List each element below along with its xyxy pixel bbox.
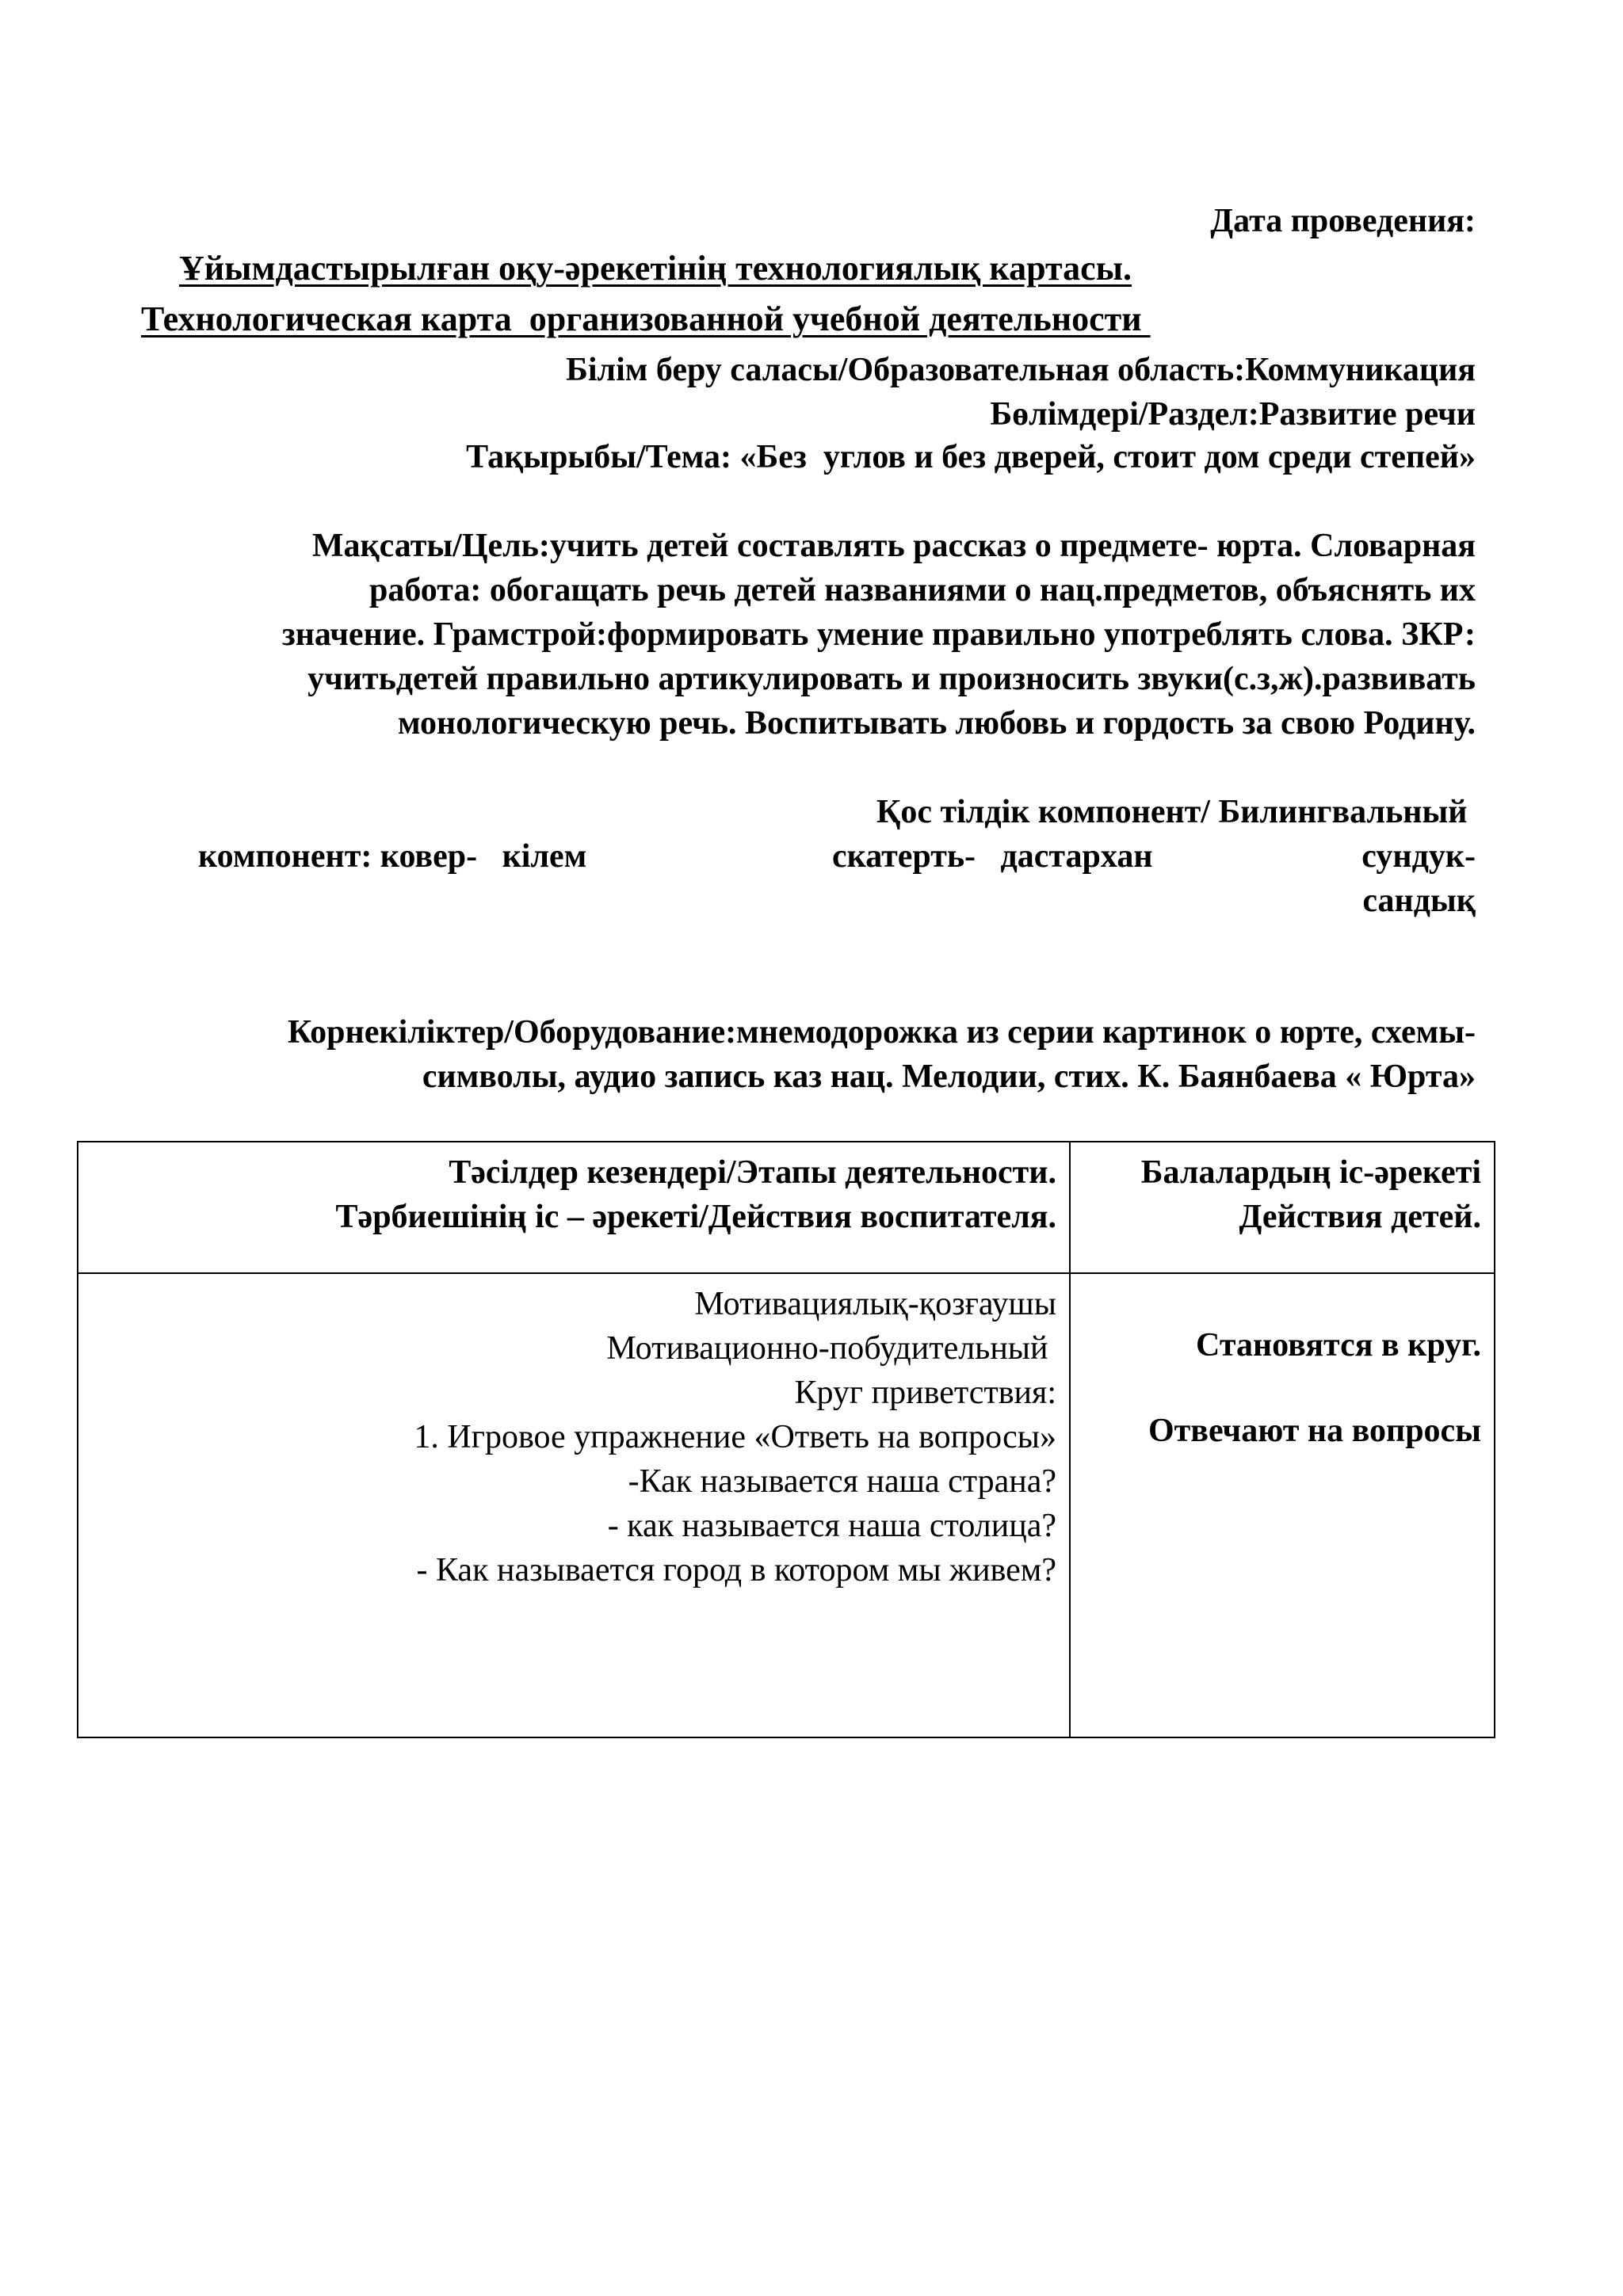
header-stages-label: Тәсілдер кезендері/Этапы деятельности. bbox=[449, 1154, 1056, 1191]
title-russian: Технологическая карта организованной учебной деятельности bbox=[141, 299, 1151, 338]
title-kazakh: Ұйымдастырылған оқу-әрекетінің технологиялық картасы. bbox=[179, 249, 1132, 288]
question-city: - Как называется город в котором мы живем? bbox=[416, 1552, 1056, 1589]
date-label: Дата проведения: bbox=[1210, 203, 1476, 239]
goal-line-1: Мақсаты/Цель:учить детей составлять рассказ о предмете- юрта. Словарная bbox=[311, 528, 1476, 564]
bilingual-heading: Қос тілдік компонент/ Билингвальный bbox=[876, 794, 1476, 830]
equipment-line-1: Корнекіліктер/Оборудование:мнемодорожка из серии картинок о юрте, схемы- bbox=[287, 1014, 1476, 1051]
goal-line-5: монологическую речь. Воспитывать любовь и гордость за свою Родину. bbox=[397, 705, 1476, 742]
children-action-circle: Становятся в круг. bbox=[1196, 1327, 1481, 1363]
goal-line-4: учитьдетей правильно артикулировать и произносить звуки(с.з,ж).развивать bbox=[307, 661, 1476, 697]
header-children-ru-label: Действия детей. bbox=[1239, 1199, 1481, 1235]
bilingual-item-chest-kz: сандық bbox=[1362, 883, 1476, 919]
teacher-actions-cell bbox=[78, 1273, 1070, 1737]
children-action-answers: Отвечают на вопросы bbox=[1148, 1413, 1481, 1449]
game-exercise: 1. Игровое упражнение «Ответь на вопросы» bbox=[414, 1419, 1056, 1455]
stage-name-kz: Мотивациялық-қозғаушы bbox=[694, 1286, 1056, 1322]
educational-area: Білім беру саласы/Образовательная область:Коммуникация bbox=[566, 352, 1476, 388]
goal-line-2: работа: обогащать речь детей названиями о нац.предметов, объяснять их bbox=[369, 572, 1476, 608]
header-cell-children-actions bbox=[1070, 1142, 1495, 1273]
bilingual-item-chest: сундук- bbox=[1361, 838, 1476, 875]
technology-card-table bbox=[77, 1141, 1495, 1738]
children-actions-cell bbox=[1070, 1273, 1495, 1737]
greeting-circle: Круг приветствия: bbox=[794, 1375, 1056, 1411]
header-cell-teacher-actions bbox=[78, 1142, 1070, 1273]
header-teacher-label: Тәрбиешінің іс – әрекеті/Действия воспитателя. bbox=[335, 1199, 1056, 1235]
header-children-kz-label: Балалардың іс-әрекеті bbox=[1140, 1154, 1481, 1191]
theme: Тақырыбы/Тема: «Без углов и без дверей, стоит дом среди степей» bbox=[466, 439, 1476, 475]
question-country: -Как называется наша страна? bbox=[628, 1463, 1056, 1500]
cell-spacer bbox=[1083, 1367, 1481, 1409]
bilingual-item-carpet: компонент: ковер- кілем bbox=[198, 838, 587, 875]
section: Бөлімдері/Раздел:Развитие речи bbox=[990, 396, 1476, 433]
equipment-line-2: символы, аудио запись каз нац. Мелодии, стих. К. Баянбаева « Юрта» bbox=[422, 1058, 1476, 1095]
table-header-row bbox=[78, 1142, 1495, 1273]
bilingual-item-tablecloth: скатерть- дастархан bbox=[832, 838, 1153, 875]
goal-line-3: значение. Грамстрой:формировать умение правильно употреблять слова. ЗКР: bbox=[281, 616, 1476, 653]
cell-spacer bbox=[1083, 1282, 1481, 1323]
question-capital: - как называется наша столица? bbox=[607, 1508, 1056, 1544]
table-row bbox=[78, 1273, 1495, 1737]
stage-name-ru: Мотивационно-побудительный bbox=[606, 1330, 1056, 1367]
